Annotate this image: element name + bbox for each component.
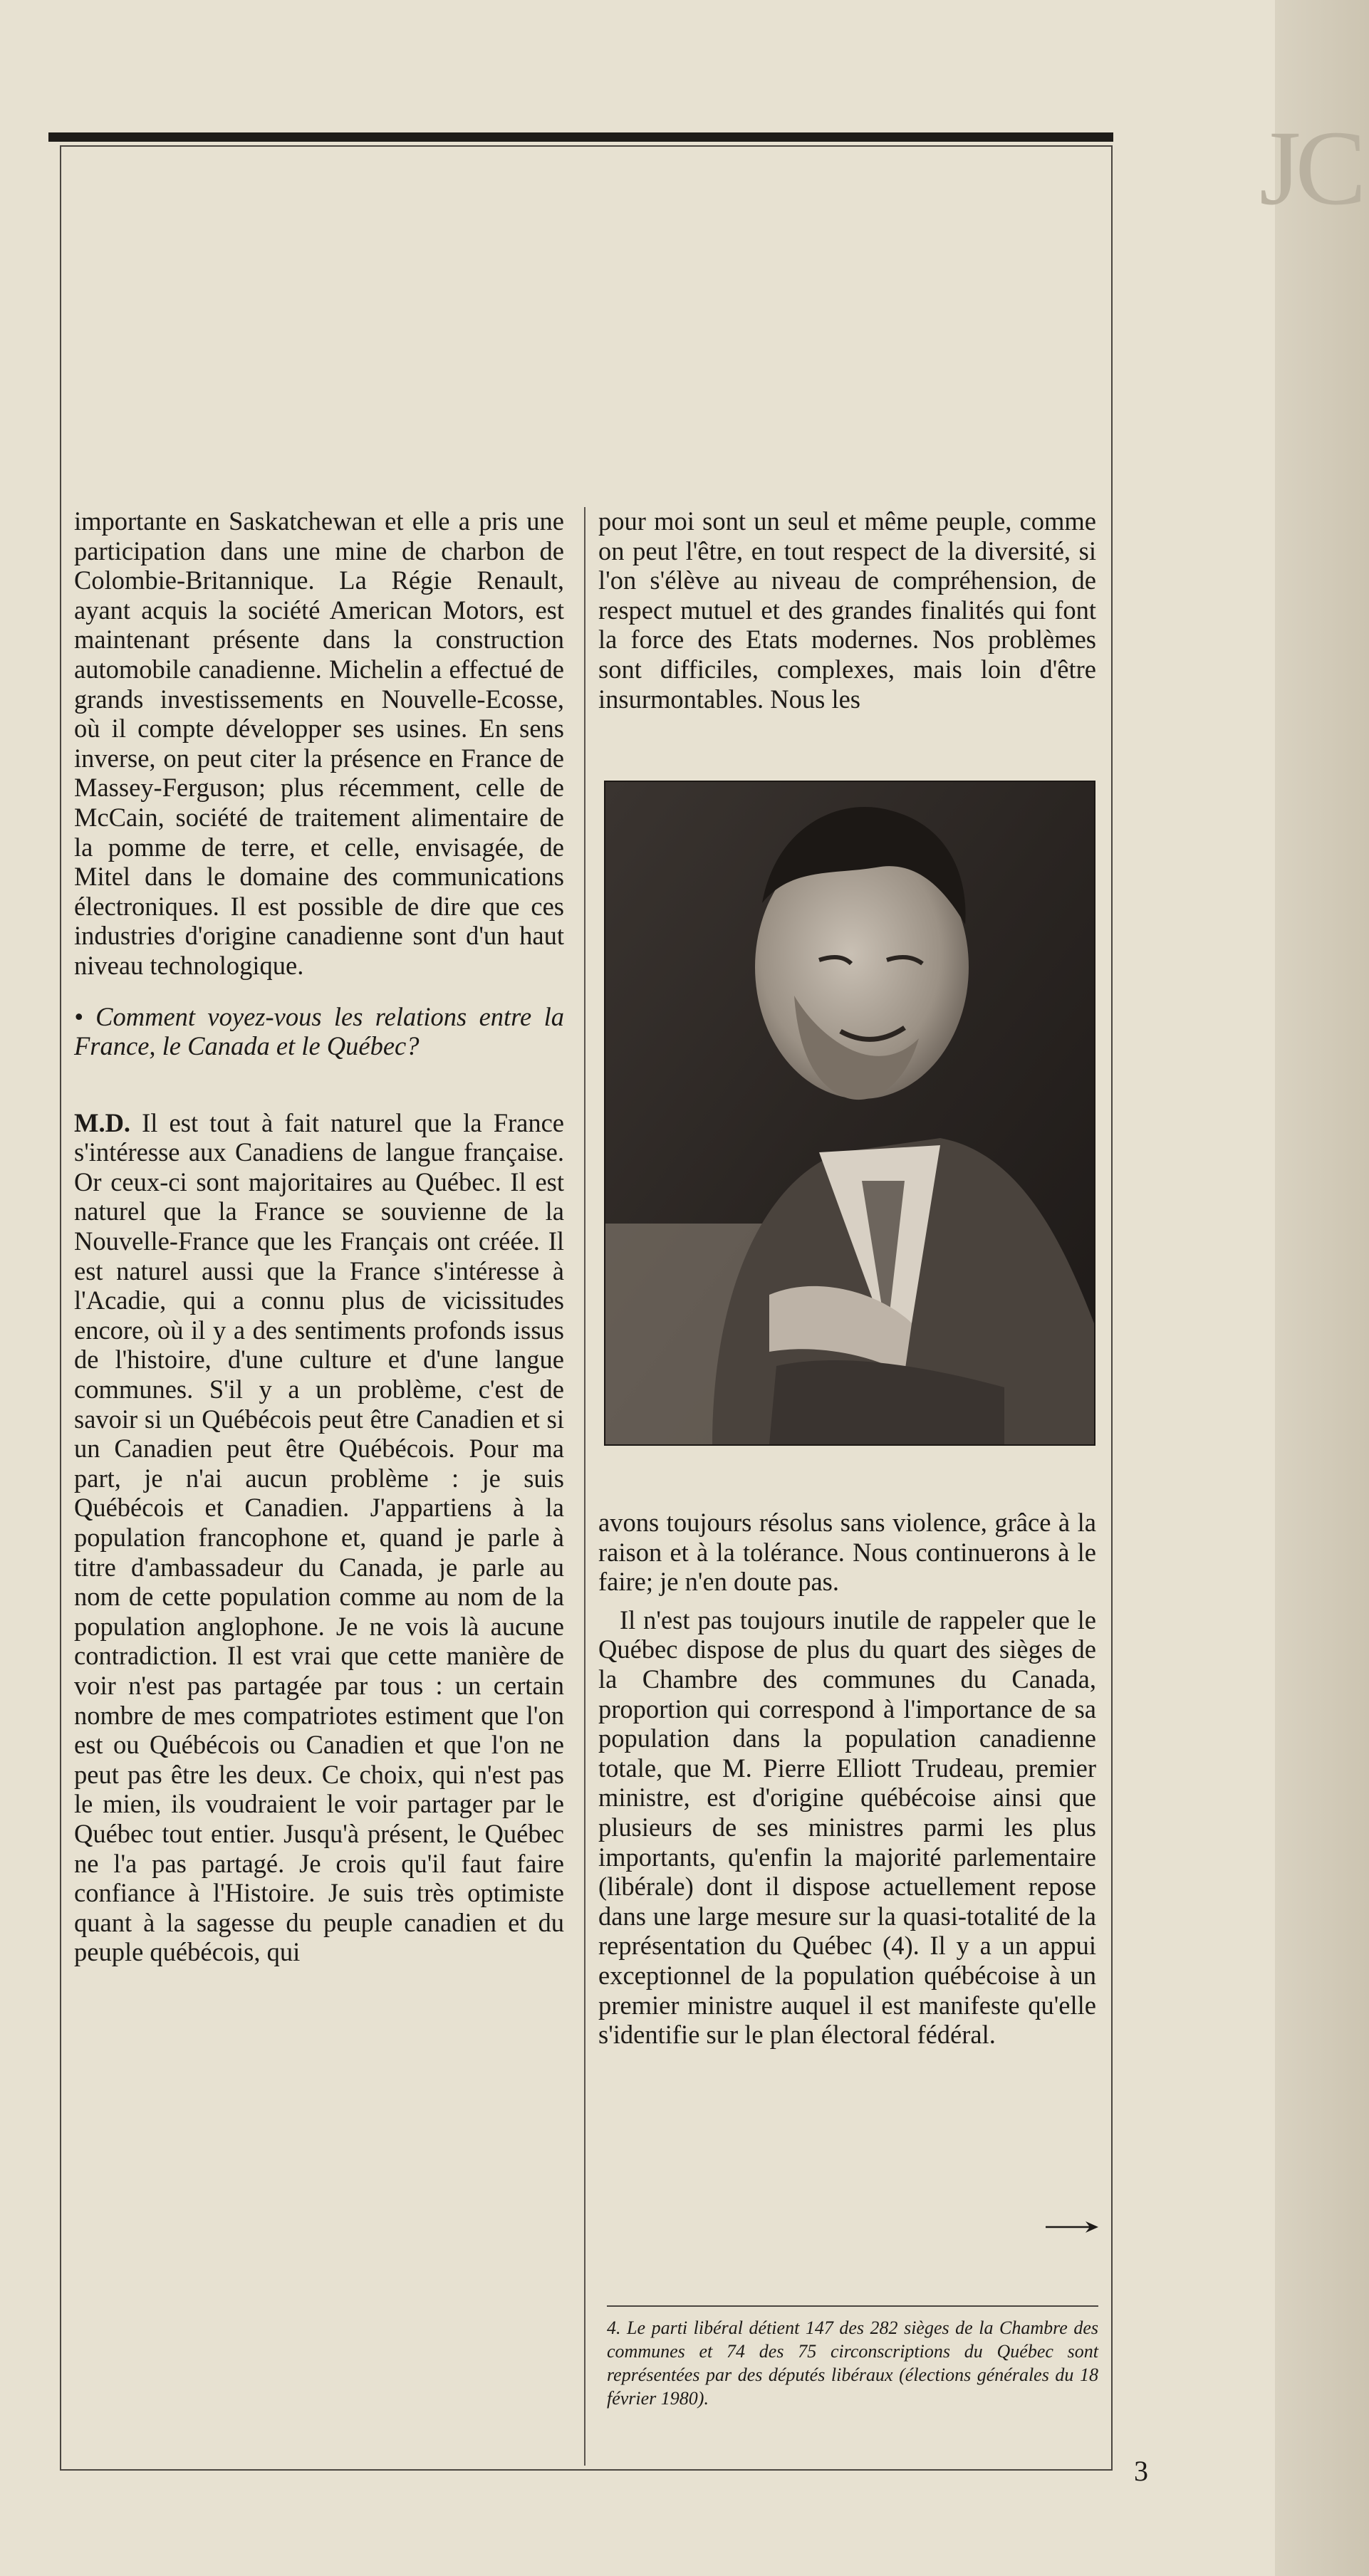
paragraph-resolution: avons toujours résolus sans violence, grâce à la raison et à la tolérance. Nous continuerons à le faire; je n'en doute pas. bbox=[598, 1508, 1096, 1597]
column-divider bbox=[584, 507, 585, 2466]
adjacent-page-edge bbox=[1275, 0, 1369, 2576]
top-rule bbox=[48, 132, 1113, 142]
adjacent-page-glyph: JC bbox=[1259, 109, 1361, 227]
portrait-photo bbox=[604, 781, 1095, 1446]
footnote-rule bbox=[607, 2305, 1098, 2307]
footnote: 4. Le parti libéral détient 147 des 282 sièges de la Chambre des communes et 74 des 75 circonscriptions du Québec sont représentées par des députés libéraux (élections générales du 18 février 1980). bbox=[607, 2317, 1098, 2409]
right-column-top bbox=[598, 506, 1096, 714]
left-column bbox=[74, 506, 564, 1967]
right-column-bottom bbox=[598, 1508, 1096, 2050]
page-number: 3 bbox=[1134, 2455, 1148, 2487]
answer-text: Il est tout à fait naturel que la France s'intéresse aux Canadiens de langue française. Or ceux-ci sont majoritaires au Québec. Il est naturel que la France se souvienne de la Nouvelle-France que les Français ont créée. Il est naturel aussi que la France s'intéresse à l'Acadie, qui a connu plus de vicissitudes encore, où il y a des sentiments profonds issus de l'histoire, d'une culture et d'une langue communes. S'il y a un problème, c'est de savoir si un Québécois peut être Canadien et si un Canadien peut être Québécois. Pour ma part, je n'ai aucun problème : je suis Québécois et Canadien. J'appartiens à la population francophone et, quand je parle à titre d'ambassadeur du Canada, je parle au nom de cette population comme au nom de la population anglophone. Je ne vois là aucune contradiction. Il est vrai que cette manière de voir n'est pas partagée par tous : un certain nombre de mes compatriotes estiment que l'on est ou Québécois ou Canadien et que l'on ne peut pas être les deux. Ce choix, qui n'est pas le mien, ils voudraient le voir partager par le Québec tout entier. Jusqu'à présent, le Québec ne l'a pas partagé. Je crois qu'il faut faire confiance à l'Histoire. Je suis très optimiste quant à la sagesse du peuple canadien et du peuple québécois, qui bbox=[74, 1107, 564, 1967]
continued-arrow-icon bbox=[1044, 2218, 1101, 2236]
speaker-initials: M.D. bbox=[74, 1107, 131, 1137]
interview-answer bbox=[74, 1108, 564, 1967]
interview-question: • Comment voyez-vous les relations entre la France, le Canada et le Québec? bbox=[74, 1001, 564, 1061]
paragraph-intro: importante en Saskatchewan et elle a pris une participation dans une mine de charbon de Colombie-Britannique. La Régie Renault, ayant acquis la société American Motors, est maintenant présente dans la construction automobile canadienne. Michelin a effectué de grands investissements en Nouvelle-Ecosse, où il compte développer ses usines. En sens inverse, on peut citer la présence en France de Massey-Ferguson; plus récemment, celle de McCain, société de traitement alimentaire de la pomme de terre, et celle, envisagée, de Mitel dans le domaine des communications électroniques. Il est possible de dire que ces industries d'origine canadienne sont d'un haut niveau technologique. bbox=[74, 506, 564, 980]
paragraph-continuation: pour moi sont un seul et même peuple, comme on peut l'être, en tout respect de la diversité, si l'on s'élève au niveau de compréhension, de respect mutuel et des grandes finalités qui font la force des Etats modernes. Nos problèmes sont difficiles, complexes, mais loin d'être insurmontables. Nous les bbox=[598, 506, 1096, 714]
paragraph-quebec-seats: Il n'est pas toujours inutile de rappeler que le Québec dispose de plus du quart des sièges de la Chambre des communes du Canada, proportion qui correspond à l'importance de sa population dans la population canadienne totale, que M. Pierre Elliott Trudeau, premier ministre, est d'origine québécoise ainsi que plusieurs de ses ministres parmi les plus importants, qu'enfin la majorité parlementaire (libérale) dont il dispose actuellement repose dans une large mesure sur la quasi-totalité de la représentation du Québec (4). Il y a un appui exceptionnel de la population québécoise à un premier ministre auquel il est manifeste qu'elle s'identifie sur le plan électoral fédéral. bbox=[598, 1605, 1096, 2050]
